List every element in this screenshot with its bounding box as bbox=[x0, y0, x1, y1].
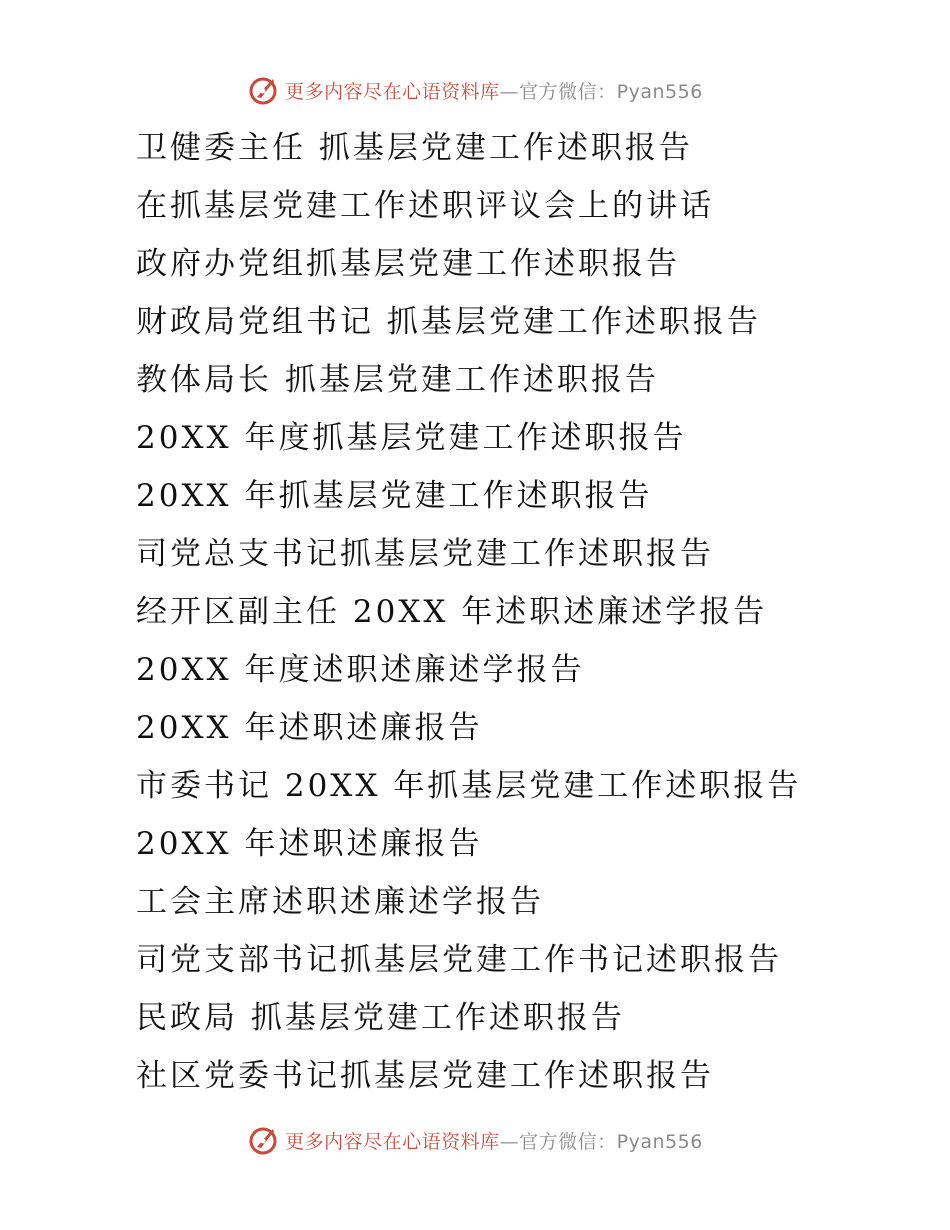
list-item: 司党总支书记抓基层党建工作述职报告 bbox=[136, 536, 714, 572]
list-item: 司党支部书记抓基层党建工作书记述职报告 bbox=[136, 942, 782, 978]
document-title-list bbox=[136, 122, 916, 1108]
list-item: 20XX 年述职述廉报告 bbox=[136, 826, 483, 862]
list-item: 经开区副主任 20XX 年述职述廉述学报告 bbox=[136, 594, 768, 630]
list-item: 工会主席述职述廉述学报告 bbox=[136, 884, 544, 920]
header-watermark bbox=[0, 72, 950, 108]
watermark-text bbox=[285, 77, 703, 104]
list-item: 在抓基层党建工作述职评议会上的讲话 bbox=[136, 188, 714, 224]
watermark-separator: — bbox=[499, 80, 520, 103]
list-item: 20XX 年抓基层党建工作述职报告 bbox=[136, 478, 653, 514]
watermark-separator: — bbox=[499, 1130, 520, 1153]
list-item: 20XX 年述职述廉报告 bbox=[136, 710, 483, 746]
list-item: 教体局长 抓基层党建工作述职报告 bbox=[136, 362, 659, 398]
list-item: 民政局 抓基层党建工作述职报告 bbox=[136, 1000, 625, 1036]
pen-nib-circle-icon bbox=[247, 1123, 281, 1157]
list-item: 财政局党组书记 抓基层党建工作述职报告 bbox=[136, 304, 761, 340]
watermark-wechat: 官方微信：Pyan556 bbox=[519, 80, 703, 103]
watermark-main: 更多内容尽在心语资料库 bbox=[285, 1130, 500, 1153]
watermark-main: 更多内容尽在心语资料库 bbox=[285, 80, 500, 103]
watermark-text bbox=[285, 1127, 703, 1154]
list-item: 20XX 年度抓基层党建工作述职报告 bbox=[136, 420, 687, 456]
list-item: 20XX 年度述职述廉述学报告 bbox=[136, 652, 585, 688]
watermark-wechat: 官方微信：Pyan556 bbox=[519, 1130, 703, 1153]
list-item: 卫健委主任 抓基层党建工作述职报告 bbox=[136, 130, 693, 166]
list-item: 社区党委书记抓基层党建工作述职报告 bbox=[136, 1058, 714, 1094]
footer-watermark bbox=[0, 1122, 950, 1158]
pen-nib-circle-icon bbox=[247, 73, 281, 107]
list-item: 政府办党组抓基层党建工作述职报告 bbox=[136, 246, 680, 282]
list-item: 市委书记 20XX 年抓基层党建工作述职报告 bbox=[136, 768, 802, 804]
